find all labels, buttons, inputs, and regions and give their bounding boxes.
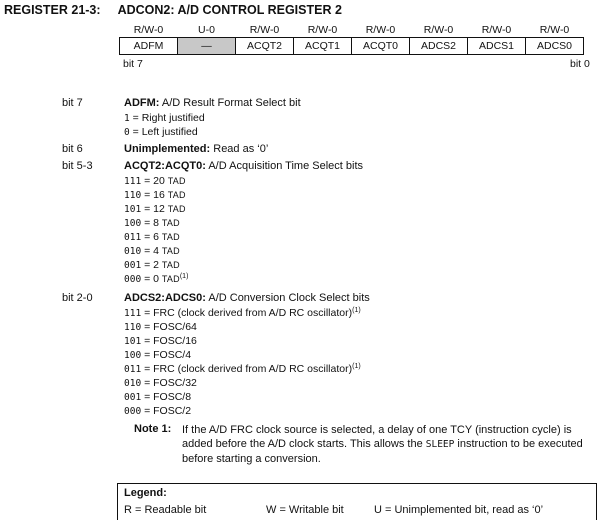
- value-code: 011: [124, 364, 142, 375]
- value-line: [124, 112, 205, 124]
- field-name: ADCS2:ADCS0:: [124, 292, 206, 304]
- note-text-part: If the A/D FRC clock source is selected, a delay of one TCY (instruction cycle) is added before the A/D clock starts. This allows the: [182, 424, 572, 450]
- value-unit: TAD: [161, 232, 180, 242]
- value-unit: TAD: [167, 190, 186, 200]
- legend-box: [117, 483, 597, 520]
- value-text: = 12: [141, 203, 168, 215]
- value-code: 111: [124, 308, 142, 319]
- value-code: 101: [124, 204, 142, 215]
- value-unit: TAD: [161, 246, 180, 256]
- field-heading: [124, 143, 268, 155]
- bit-label: bit 5-3: [62, 160, 93, 172]
- value-text: = 0: [141, 273, 162, 285]
- value-line: [124, 259, 180, 271]
- field-description: A/D Acquisition Time Select bits: [205, 160, 364, 172]
- legend-item-writable: W = Writable bit: [266, 504, 344, 516]
- value-unit: TAD: [161, 218, 180, 228]
- access-cell: U-0: [198, 23, 215, 36]
- value-line: [124, 273, 188, 285]
- field-name: ADFM:: [124, 97, 160, 109]
- value-code: 100: [124, 218, 142, 229]
- value-code: 010: [124, 246, 142, 257]
- value-line: [124, 349, 191, 361]
- value-code: 101: [124, 336, 142, 347]
- register-number: REGISTER 21-3:: [4, 3, 101, 17]
- value-text: = 8: [141, 217, 162, 229]
- bit-name-cell: ADFM: [120, 38, 178, 55]
- value-text: = 4: [141, 245, 162, 257]
- value-text: = FRC (clock derived from A/D RC oscillator): [141, 307, 353, 319]
- value-text: = 20: [141, 175, 168, 187]
- legend-item-readable: R = Readable bit: [124, 504, 207, 516]
- field-description: A/D Conversion Clock Select bits: [205, 292, 370, 304]
- note-text: [182, 423, 594, 466]
- value-code: 0: [124, 127, 130, 138]
- field-name: ACQT2:ACQT0:: [124, 160, 206, 172]
- access-cell: R/W-0: [249, 23, 280, 36]
- field-description: A/D Result Format Select bit: [159, 97, 301, 109]
- value-line: [124, 231, 180, 243]
- bit-label: bit 7: [62, 97, 83, 109]
- register-title: [4, 3, 356, 17]
- value-code: 000: [124, 274, 142, 285]
- value-code: 011: [124, 232, 142, 243]
- access-cell: R/W-0: [423, 23, 454, 36]
- note-label: Note 1:: [134, 423, 172, 435]
- value-line: [124, 391, 191, 403]
- value-line: [124, 335, 197, 347]
- footnote-ref: (1): [352, 363, 361, 370]
- field-heading: [124, 97, 301, 109]
- access-cell: R/W-0: [539, 23, 570, 36]
- value-text: = FOSC/8: [141, 391, 192, 403]
- bit-label: bit 6: [62, 143, 83, 155]
- register-bit-table: [119, 22, 584, 55]
- field-name: Unimplemented:: [124, 143, 211, 155]
- value-text: = FOSC/32: [141, 377, 197, 389]
- bit-name-cell: ACQT1: [294, 38, 352, 55]
- value-code: 001: [124, 392, 142, 403]
- value-line: [124, 203, 186, 215]
- register-name: ADCON2: A/D CONTROL REGISTER 2: [117, 3, 342, 17]
- access-cell: R/W-0: [365, 23, 396, 36]
- value-text: = 16: [141, 189, 168, 201]
- value-code: 001: [124, 260, 142, 271]
- bit-name-cell: ADCS2: [410, 38, 468, 55]
- bit-label: bit 2-0: [62, 292, 93, 304]
- value-line: [124, 175, 186, 187]
- value-line: [124, 245, 180, 257]
- value-line: [124, 377, 197, 389]
- access-cell: R/W-0: [133, 23, 164, 36]
- bit-right-label: bit 0: [570, 58, 590, 70]
- value-code: 110: [124, 322, 142, 333]
- value-text: = FOSC/4: [141, 349, 192, 361]
- field-description: Read as ‘0’: [210, 143, 269, 155]
- value-code: 111: [124, 176, 142, 187]
- footnote-ref: (1): [352, 307, 361, 314]
- legend-title: Legend:: [124, 487, 167, 499]
- value-line: [124, 321, 197, 333]
- value-line: [124, 405, 191, 417]
- value-line: [124, 189, 186, 201]
- note-text-part: instruction to be executed before starting a conversion.: [182, 438, 583, 465]
- footnote-ref: (1): [179, 273, 189, 280]
- value-line: [124, 126, 198, 138]
- bit-name-cell-unimplemented: —: [178, 38, 236, 55]
- value-line: [124, 307, 361, 319]
- value-text: = 6: [141, 231, 162, 243]
- value-text: = Right justified: [129, 112, 205, 124]
- value-code: 000: [124, 406, 142, 417]
- bit-left-label: bit 7: [123, 58, 143, 70]
- note-code: SLEEP: [425, 439, 455, 450]
- access-cell: R/W-0: [307, 23, 338, 36]
- bit-name-cell: ACQT2: [236, 38, 294, 55]
- legend-item-unimplemented: U = Unimplemented bit, read as ‘0’: [374, 504, 544, 516]
- bit-name-cell: ADCS1: [468, 38, 526, 55]
- value-text: = FOSC/2: [141, 405, 192, 417]
- access-cell: R/W-0: [481, 23, 512, 36]
- value-unit: TAD: [167, 176, 186, 186]
- field-heading: [124, 292, 370, 304]
- value-text: = FOSC/16: [141, 335, 197, 347]
- value-code: 1: [124, 113, 130, 124]
- value-text: = FRC (clock derived from A/D RC oscillator): [141, 363, 353, 375]
- value-text: = Left justified: [129, 126, 198, 138]
- value-line: [124, 363, 361, 375]
- bit-name-cell: ADCS0: [526, 38, 584, 55]
- value-code: 110: [124, 190, 142, 201]
- value-line: [124, 217, 180, 229]
- bit-name-cell: ACQT0: [352, 38, 410, 55]
- value-code: 010: [124, 378, 142, 389]
- value-unit: TAD: [161, 274, 180, 284]
- field-heading: [124, 160, 363, 172]
- value-unit: TAD: [167, 204, 186, 214]
- value-text: = 2: [141, 259, 162, 271]
- value-code: 100: [124, 350, 142, 361]
- value-text: = FOSC/64: [141, 321, 197, 333]
- value-unit: TAD: [161, 260, 180, 270]
